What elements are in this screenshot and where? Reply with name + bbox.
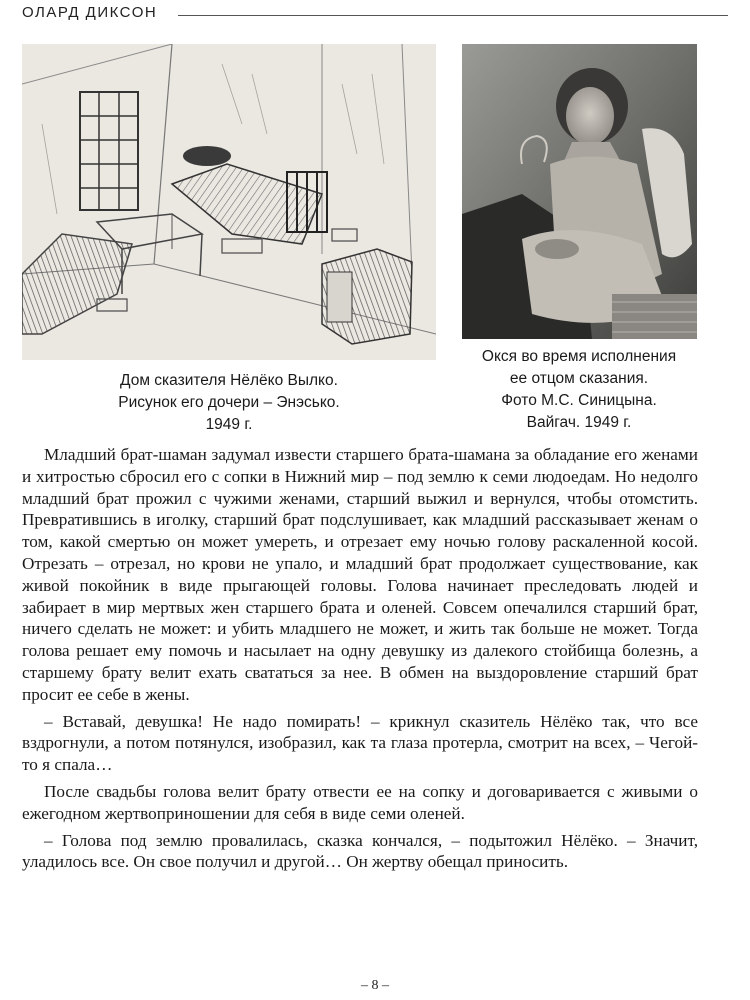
- figure-photo: [462, 44, 697, 339]
- figure-drawing: [22, 44, 436, 360]
- header-rule: [178, 15, 728, 16]
- caption-line: 1949 г.: [205, 416, 253, 433]
- photo-illustration: [462, 44, 697, 339]
- drawing-illustration: [22, 44, 436, 360]
- caption-line: Фото М.С. Синицына.: [501, 392, 657, 409]
- figure-photo-caption: [448, 346, 710, 434]
- body-text: [22, 444, 698, 878]
- caption-line: Рисунок его дочери – Энэсько.: [118, 394, 340, 411]
- paragraph: Младший брат-шаман задумал извести старшего брата-шамана за обладание его женами и хитростью сбросил его с сопки в Нижний мир – под землю к семи людоедам. Но недолго младший брат прожил с чужими женами, старший выжил и вернулся, чтобы отомстить. Превратившись в иголку, старший брат подслушивает, как младший рассказывает женам о том, какой смертью он может умереть, и отрезает ему ночью голову раскаленной косой. Отрезать – отрезал, но крови не упало, и младший брат продолжает существование, как живой покойник в виде прыгающей головы. Голова начинает преследовать людей и забирает в мир мертвых жен старшего брата и оленей. Совсем опечалился старший брат, ничего сделать не может: и убить младшего не может, и жить так больше не может. Тогда голова решает ему помочь и насылает на одну девушку из далекого стойбища болезнь, а старшему брату велит ехать свататься за нее. В обмен на выздоровление старший брат просит ее себе в жены.: [22, 445, 698, 704]
- figure-drawing-caption: [22, 370, 436, 436]
- paragraph: После свадьбы голова велит брату отвести ее на сопку и договаривается с живыми о ежегодном жертвоприношении для себя в виде семи оленей.: [22, 781, 698, 823]
- paragraph: – Голова под землю провалилась, сказка кончался, – подытожил Нёлёко. – Значит, уладилось все. Он свое получил и другой… Он жертву обещал приносить.: [22, 830, 698, 872]
- caption-line: Окся во время исполнения: [481, 348, 677, 365]
- caption-line: Вайгач. 1949 г.: [526, 414, 632, 431]
- running-head: ОЛАРД ДИКСОН: [22, 4, 158, 21]
- caption-line: ее отцом сказания.: [509, 370, 649, 387]
- caption-line: Дом сказителя Нёлёко Вылко.: [120, 372, 338, 389]
- page-number: – 8 –: [361, 978, 389, 993]
- paragraph: – Вставай, девушка! Не надо помирать! – крикнул сказитель Нёлёко так, что все вздрогнули, а потом потянулся, изобразил, как та глаза протерла, смотрит на всех, – Чегой-то я спала…: [22, 711, 698, 775]
